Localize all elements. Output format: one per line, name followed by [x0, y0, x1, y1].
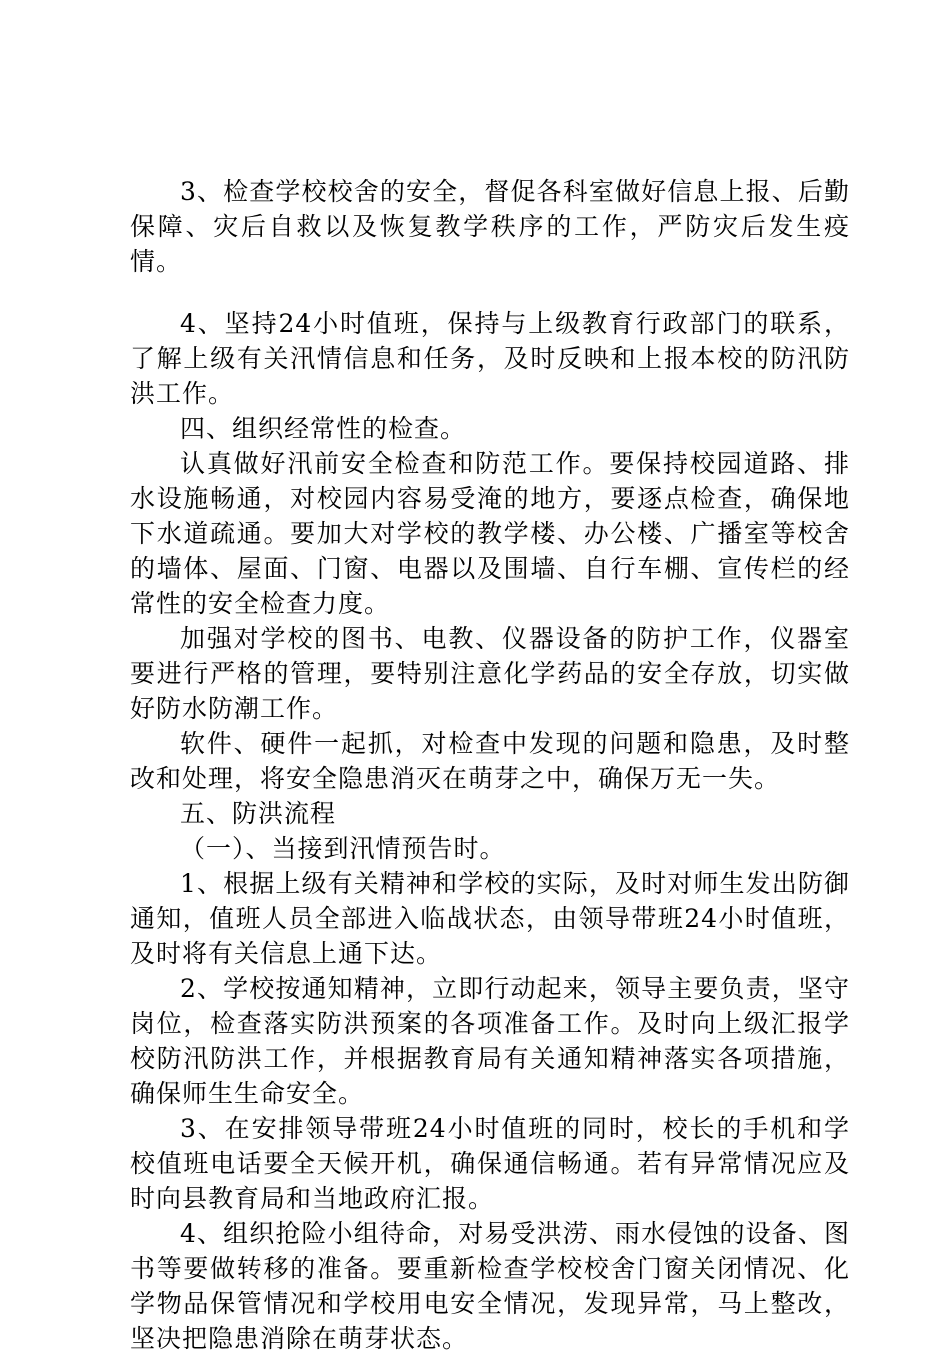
- paragraph-step-3-phone-duty: 3、在安排领导带班24小时值班的同时，校长的手机和学校值班电话要全天候开机，确保通信畅通。若有异常情况应及时向县教育局和当地政府汇报。: [130, 1114, 850, 1213]
- paragraph-equipment-protection: 加强对学校的图书、电教、仪器设备的防护工作，仪器室要进行严格的管理，要特别注意化学药品的安全存放，切实做好防水防潮工作。: [130, 624, 850, 723]
- paragraph-software-hardware: 软件、硬件一起抓，对检查中发现的问题和隐患，及时整改和处理，将安全隐患消灭在萌芽之中，确保万无一失。: [130, 729, 850, 793]
- paragraph-step-4-rescue-team: 4、组织抢险小组待命，对易受洪涝、雨水侵蚀的设备、图书等要做转移的准备。要重新检查学校校舍门窗关闭情况、化学物品保管情况和学校用电安全情况，发现异常，马上整改，坚决把隐患消除在萌芽状态。: [130, 1219, 850, 1353]
- section-heading-4-regular-inspection: 四、组织经常性的检查。: [180, 414, 467, 443]
- paragraph-item-3-school-building-check: 3、检查学校校舍的安全，督促各科室做好信息上报、后勤保障、灾后自救以及恢复教学秩序的工作，严防灾后发生疫情。: [130, 177, 850, 276]
- subsection-heading-1-flood-warning: （一）、当接到汛情预告时。: [180, 834, 506, 863]
- section-heading-5-flood-process: 五、防洪流程: [180, 799, 337, 828]
- paragraph-pre-flood-inspection: 认真做好汛前安全检查和防范工作。要保持校园道路、排水设施畅通，对校园内容易受淹的地方，要逐点检查，确保地下水道疏通。要加大对学校的教学楼、办公楼、广播室等校舍的墙体、屋面、门窗、电器以及围墙、自行车棚、宣传栏的经常性的安全检查力度。: [130, 449, 850, 618]
- document-body: [130, 174, 850, 1356]
- paragraph-step-1-notify: 1、根据上级有关精神和学校的实际，及时对师生发出防御通知，值班人员全部进入临战状态，由领导带班24小时值班，及时将有关信息上通下达。: [130, 869, 850, 968]
- paragraph-step-2-act: 2、学校按通知精神，立即行动起来，领导主要负责，坚守岗位，检查落实防洪预案的各项准备工作。及时向上级汇报学校防汛防洪工作，并根据教育局有关通知精神落实各项措施，确保师生生命安全。: [130, 974, 850, 1108]
- paragraph-item-4-duty-24h: 4、坚持24小时值班，保持与上级教育行政部门的联系，了解上级有关汛情信息和任务，及时反映和上报本校的防汛防洪工作。: [130, 309, 850, 408]
